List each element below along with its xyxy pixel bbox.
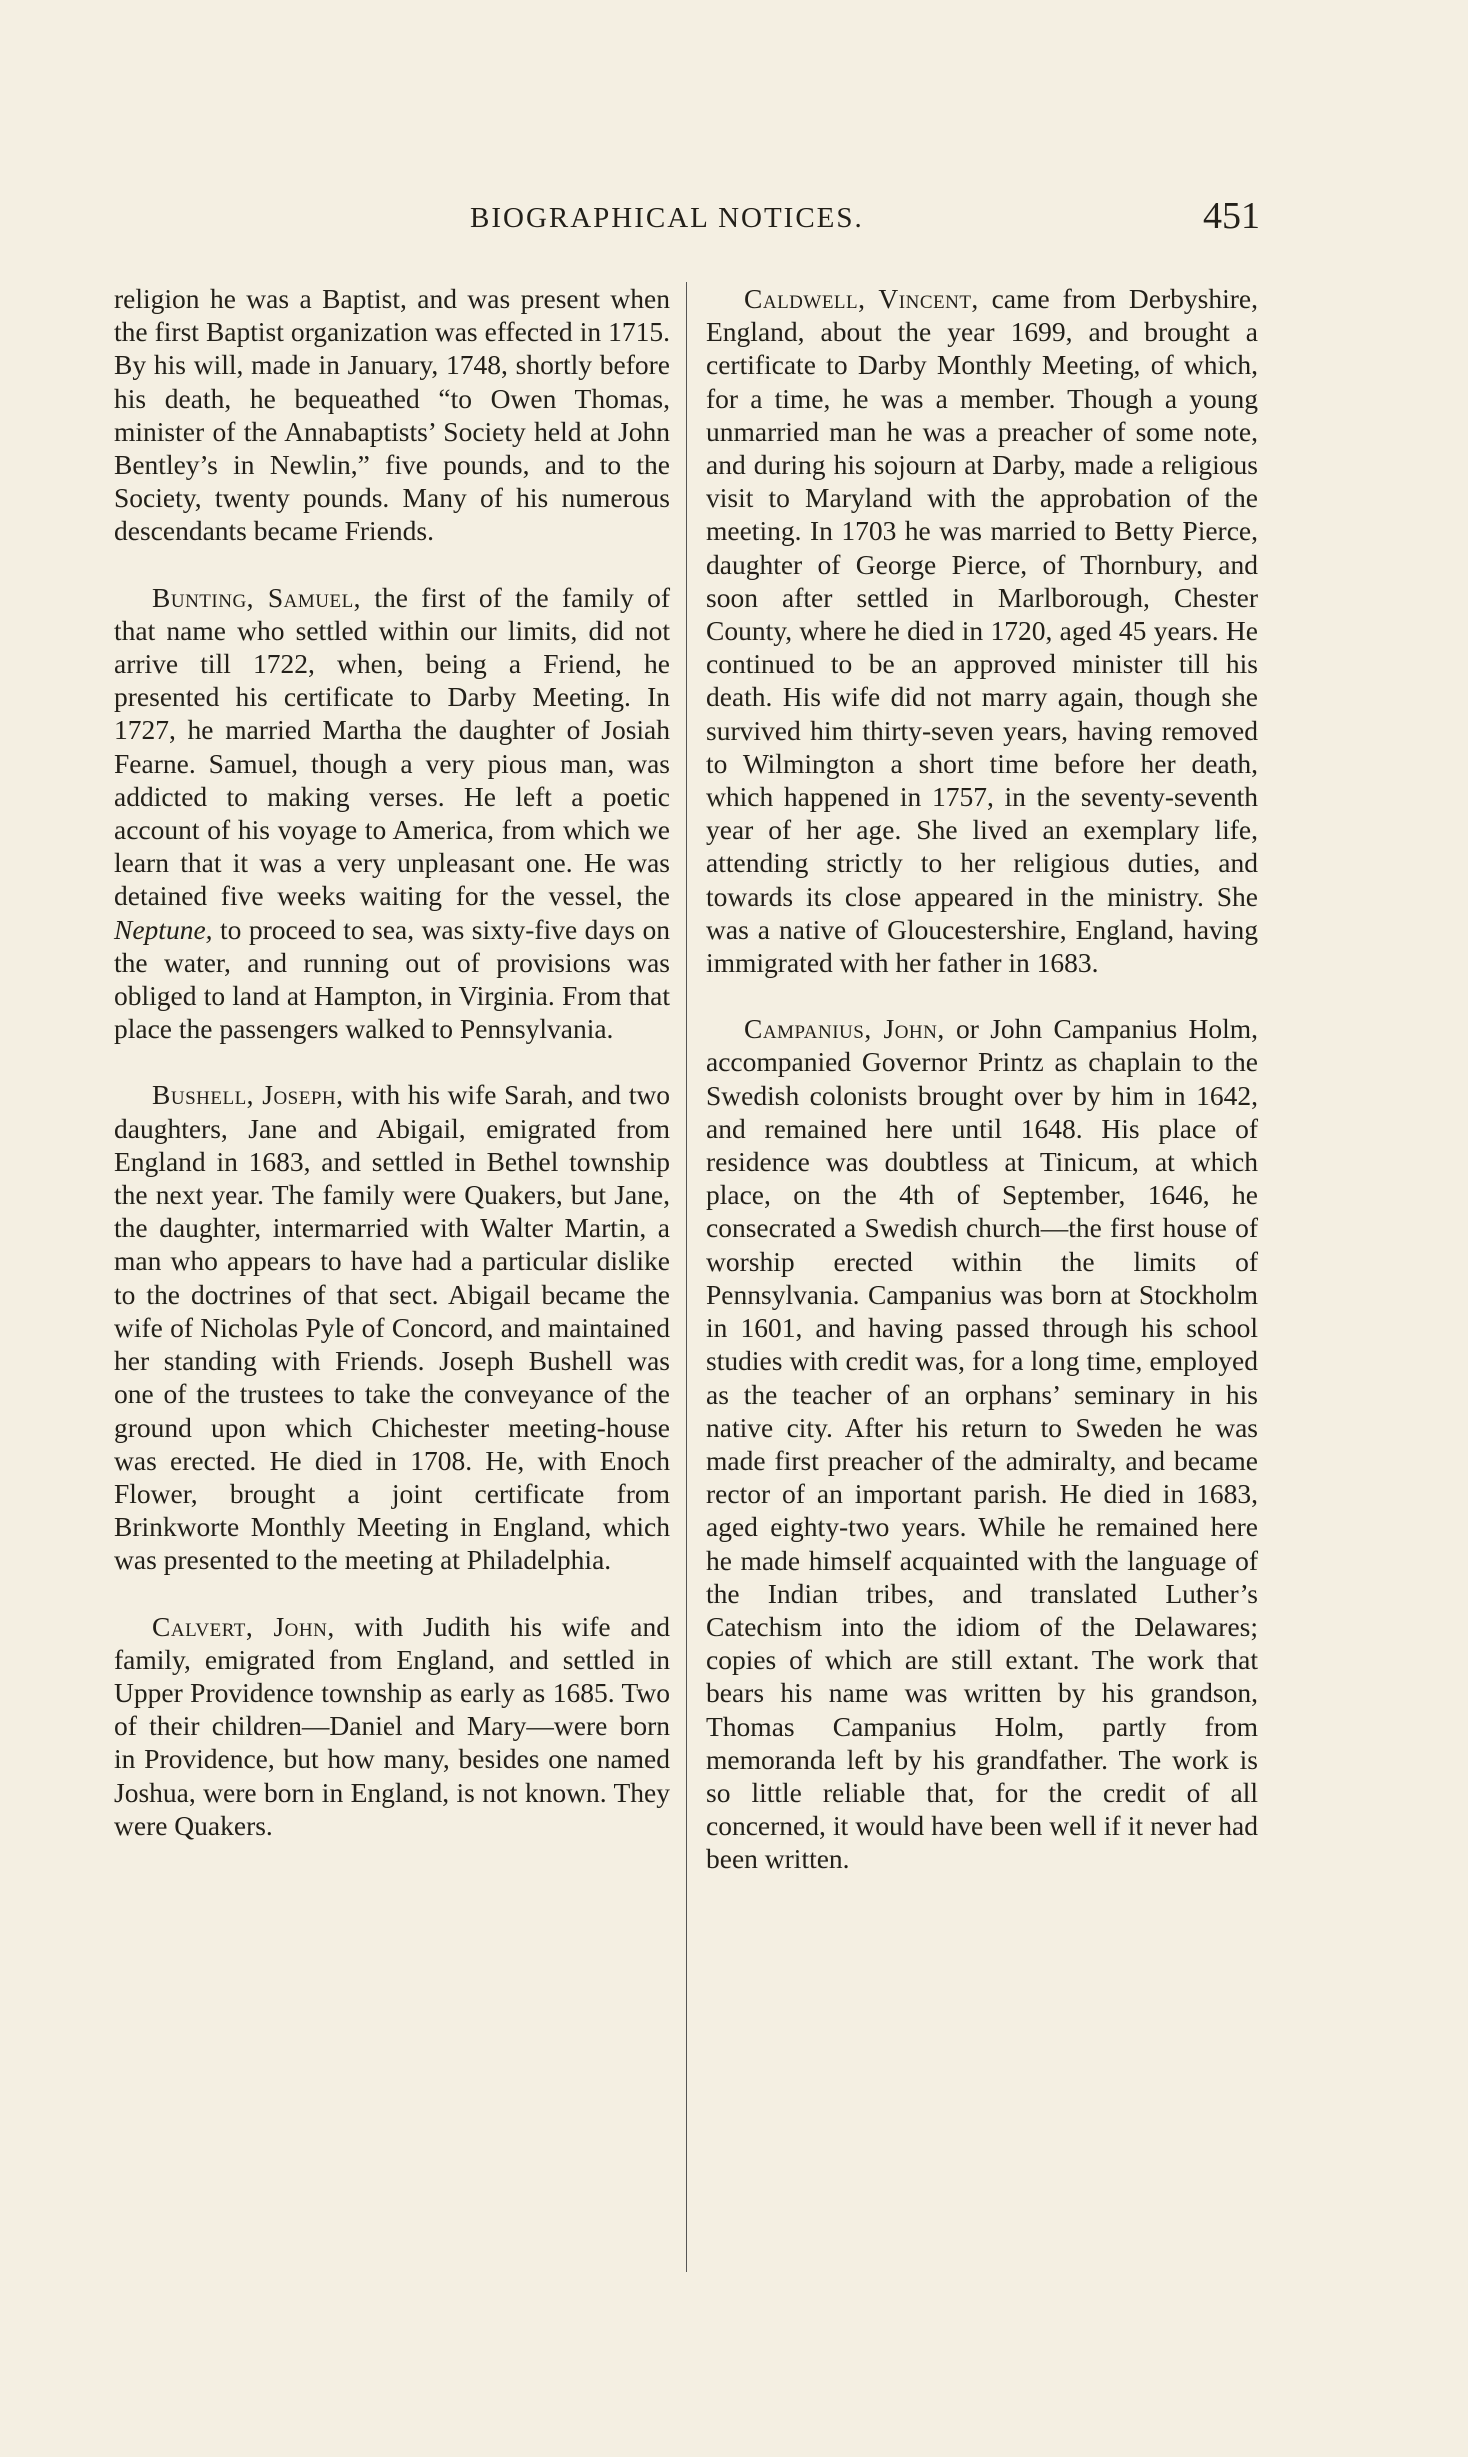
entry-caldwell bbox=[706, 282, 1258, 979]
entry-calvert bbox=[114, 1610, 670, 1842]
entry-name: Caldwell, Vincent, bbox=[744, 283, 979, 314]
right-column bbox=[706, 282, 1258, 1909]
entry-text: came from Derbyshire, England, about the year 1699, and brought a certificate to Darby Monthly Meeting, of which, for a time, he was a member. Though a young unmarried man he was a preacher of some note, and during his sojourn at Darby, made a religious visit to Maryland with the approbation of the meeting. In 1703 he was married to Betty Pierce, daughter of George Pierce, of Thornbury, and soon after settled in Marlborough, Chester County, where he died in 1720, aged 45 years. He continued to be an approved minister till his death. His wife did not marry again, though she survived him thirty-seven years, having removed to Wilmington a short time before her death, which happened in 1757, in the seventy-seventh year of her age. She lived an exemplary life, attending strictly to her religious duties, and towards its close appeared in the ministry. She was a native of Gloucestershire, England, having immigrated with her father in 1683. bbox=[706, 283, 1258, 979]
entry-text: to proceed to sea, was sixty-five days on the water, and running out of provisions was obliged to land at Hampton, in Virginia. From that place the passengers walked to Pennsylvania. bbox=[114, 913, 670, 1045]
ship-name: Neptune, bbox=[114, 913, 213, 945]
running-head: BIOGRAPHICAL NOTICES. bbox=[470, 202, 864, 234]
entry-campanius bbox=[706, 1012, 1258, 1875]
entry-text: the first of the family of that name who settled within our limits, did not arrive till 1722, when, being a Friend, he presented his certificate to Darby Meeting. In 1727, he married Martha the daughter of Josiah Fearne. Samuel, though a very pious man, was addicted to making verses. He left a poetic account of his voyage to America, from which we learn that it was a very unpleasant one. He was detained five weeks waiting for the vessel, the bbox=[114, 581, 670, 912]
entry-name: Calvert, John, bbox=[152, 1610, 335, 1642]
entry-text: or John Campanius Holm, accompanied Governor Printz as chaplain to the Swedish colonists brought over by him in 1642, and remained here until 1648. His place of residence was doubtless at Tinicum, at which place, on the 4th of September, 1646, he consecrated a Swedish church—the first house of worship erected within the limits of Pennsylvania. Campanius was born at Stockholm in 1601, and having passed through his school studies with credit was, for a long time, employed as the teacher of an orphans’ seminary in his native city. After his return to Sweden he was made first preacher of the admiralty, and became rector of an important parish. He died in 1683, aged eighty-two years. While he remained here he made himself acquainted with the language of the Indian tribes, and translated Luther’s Catechism into the idiom of the Delawares; copies of which are still extant. The work that bears his name was written by his grandson, Thomas Campanius Holm, partly from memoranda left by his grandfather. The work is so little reliable that, for the credit of all concerned, it would have been well if it never had been written. bbox=[706, 1013, 1258, 1875]
entry-text: with Judith his wife and family, emigrated from England, and settled in Upper Providence township as early as 1685. Two of their children—Daniel and Mary—were born in Providence, but how many, besides one named Joshua, were born in England, is not known. They were Quakers. bbox=[114, 1610, 670, 1841]
page-number: 451 bbox=[1203, 195, 1260, 237]
page-header bbox=[110, 196, 1260, 246]
column-divider bbox=[686, 282, 687, 2272]
entry-name: Bunting, Samuel, bbox=[152, 581, 362, 613]
entry-bunting bbox=[114, 581, 670, 1046]
entry-name: Bushell, Joseph, bbox=[152, 1079, 344, 1111]
entry-bushell bbox=[114, 1078, 670, 1576]
entry-text: with his wife Sarah, and two daughters, Jane and Abigail, emigrated from England in 1683, and settled in Bethel township the next year. The family were Quakers, but Jane, the daughter, intermarried with Walter Martin, a man who appears to have had a particular dislike to the doctrines of that sect. Abigail became the wife of Nicholas Pyle of Concord, and maintained her standing with Friends. Joseph Bushell was one of the trustees to take the conveyance of the ground upon which Chichester meeting-house was erected. He died in 1708. He, with Enoch Flower, brought a joint certificate from Brinkworte Monthly Meeting in England, which was presented to the meeting at Philadelphia. bbox=[114, 1079, 670, 1576]
continued-entry-text: religion he was a Baptist, and was present when the first Baptist organization was effected in 1715. By his will, made in January, 1748, shortly before his death, he bequeathed “to Owen Thomas, minister of the Annabaptists’ Society held at John Bentley’s in Newlin,” five pounds, and to the Society, twenty pounds. Many of his numerous descendants became Friends. bbox=[114, 283, 670, 547]
entry-name: Campanius, John, bbox=[744, 1013, 945, 1045]
left-column bbox=[114, 282, 670, 1875]
